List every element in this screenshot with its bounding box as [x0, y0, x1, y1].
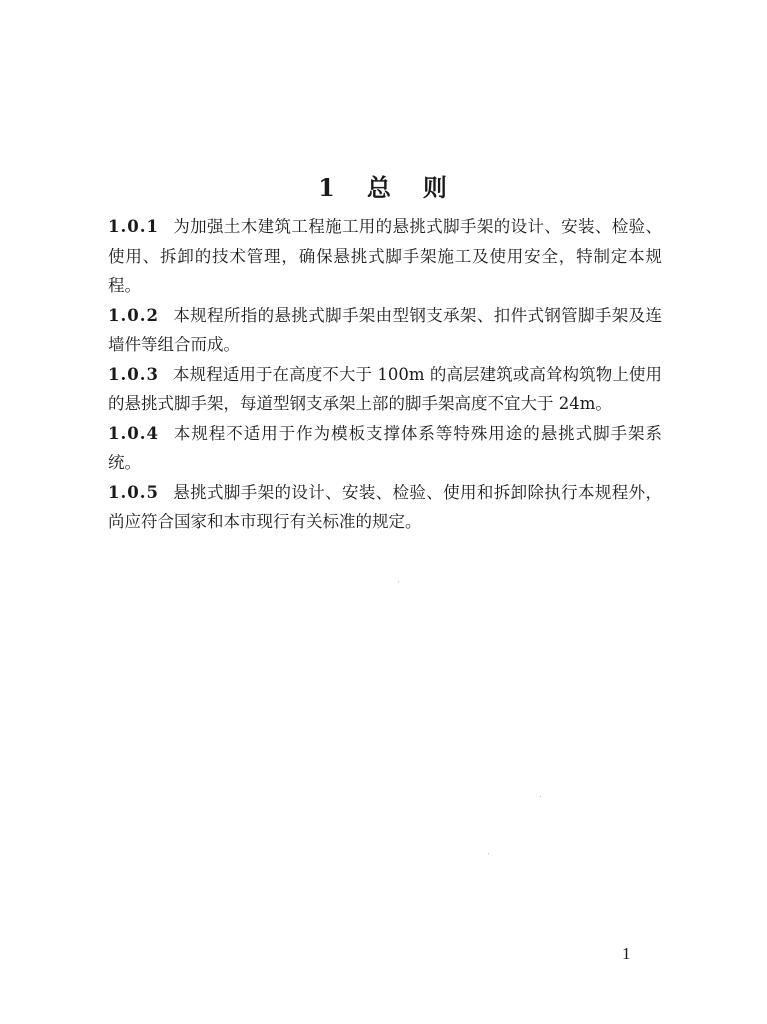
clause-number: 1.0.1	[108, 217, 159, 236]
clause-1-0-3	[108, 360, 662, 419]
clause-number: 1.0.5	[108, 482, 159, 502]
clause-number: 1.0.4	[108, 423, 159, 443]
chapter-number: 1	[318, 173, 337, 203]
chapter-body	[108, 212, 662, 537]
clause-text: 悬挑式脚手架的设计、安装、检验、使用和拆卸除执行本规程外，尚应符合国家和本市现行有关标准的规定。	[108, 482, 662, 531]
chapter-title	[0, 168, 767, 203]
scan-speck	[540, 796, 541, 797]
clause-1-0-2	[108, 301, 662, 360]
clause-1-0-5	[108, 478, 662, 537]
clause-1-0-4	[108, 419, 662, 478]
clause-text: 本规程所指的悬挑式脚手架由型钢支承架、扣件式钢管脚手架及连墙件等组合而成。	[108, 305, 662, 354]
clause-text: 为加强土木建筑工程施工用的悬挑式脚手架的设计、安装、检验、使用、拆卸的技术管理，确保悬挑式脚手架施工及使用安全，特制定本规程。	[108, 217, 662, 295]
scan-speck	[398, 581, 399, 582]
chapter-title-char-2: 则	[422, 173, 449, 203]
chapter-title-char-1: 总	[366, 173, 393, 203]
clause-text: 本规程不适用于作为模板支撑体系等特殊用途的悬挑式脚手架系统。	[108, 423, 662, 472]
clause-number: 1.0.3	[108, 364, 159, 384]
clause-number: 1.0.2	[108, 305, 159, 325]
clause-text: 本规程适用于在高度不大于 100m 的高层建筑或高耸构筑物上使用的悬挑式脚手架，每道型钢支承架上部的脚手架高度不宜大于 24m。	[108, 364, 662, 413]
clause-1-0-1	[108, 212, 662, 301]
scan-speck	[488, 853, 489, 854]
page-number: 1	[622, 944, 631, 963]
